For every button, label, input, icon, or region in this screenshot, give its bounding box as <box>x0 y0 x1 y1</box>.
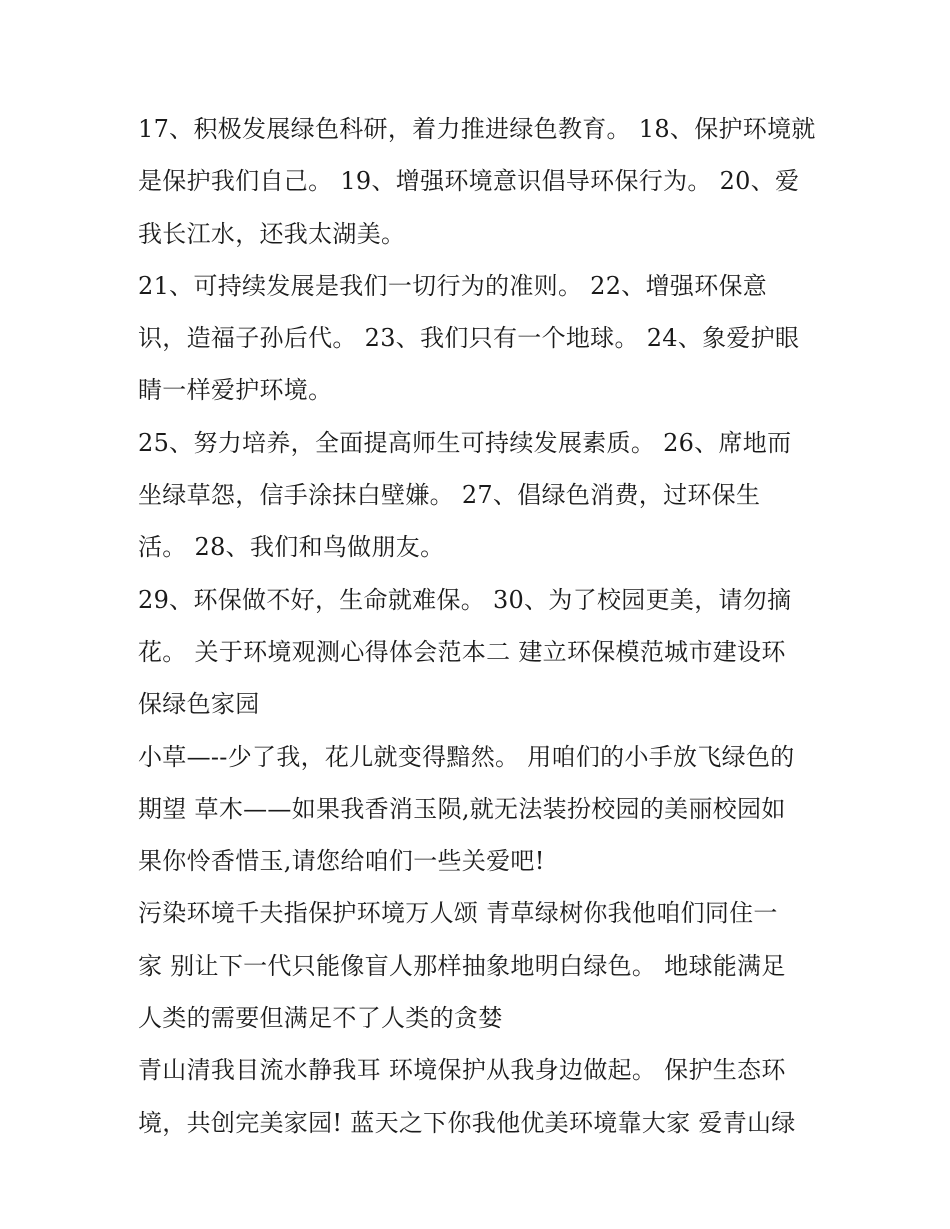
text-line: 25、努力培养，全面提高师生可持续发展素质。 26、席地而 <box>138 428 792 457</box>
text-line: 识，造福子孙后代。 23、我们只有一个地球。 24、象爱护眼 <box>138 324 800 353</box>
paragraph-slogans-29-30 <box>138 574 818 731</box>
text-line: 污染环境千夫指保护环境万人颂 青草绿树你我他咱们同住一 <box>138 899 778 928</box>
paragraph-green-hills <box>138 1044 818 1149</box>
document-body <box>138 103 818 1149</box>
text-line: 果你怜香惜玉,请您给咱们一些关爱吧! <box>138 847 545 876</box>
text-line: 21、可持续发展是我们一切行为的准则。 22、增强环保意 <box>138 271 768 300</box>
text-line: 睛一样爱护环境。 <box>138 376 333 405</box>
text-line: 我长江水，还我太湖美。 <box>138 219 406 248</box>
paragraph-grass <box>138 731 818 888</box>
text-line: 期望 草木——如果我香消玉陨,就无法装扮校园的美丽校园如 <box>138 794 786 823</box>
text-line: 花。 关于环境观测心得体会范本二 建立环保模范城市建设环 <box>138 637 786 666</box>
text-line: 活。 28、我们和鸟做朋友。 <box>138 533 445 562</box>
text-line: 小草—--少了我，花儿就变得黯然。 用咱们的小手放飞绿色的 <box>138 742 795 771</box>
paragraph-pollution <box>138 887 818 1044</box>
text-line: 人类的需要但满足不了人类的贪婪 <box>138 1004 503 1033</box>
text-line: 家 别让下一代只能像盲人那样抽象地明白绿色。 地球能满足 <box>138 951 786 980</box>
text-line: 坐绿草怨，信手涂抹白壁嫌。 27、倡绿色消费，过环保生 <box>138 481 761 510</box>
text-line: 境，共创完美家园! 蓝天之下你我他优美环境靠大家 爱青山绿 <box>138 1108 796 1137</box>
text-line: 是保护我们自己。 19、增强环境意识倡导环保行为。 20、爱 <box>138 167 800 196</box>
paragraph-slogans-21-24 <box>138 260 818 417</box>
paragraph-slogans-17-20 <box>138 103 818 260</box>
text-line: 青山清我目流水静我耳 环境保护从我身边做起。 保护生态环 <box>138 1056 786 1085</box>
paragraph-slogans-25-28 <box>138 417 818 574</box>
text-line: 17、积极发展绿色科研，着力推进绿色教育。 18、保护环境就 <box>138 115 816 143</box>
text-line: 保绿色家园 <box>138 690 260 719</box>
text-line: 29、环保做不好，生命就难保。 30、为了校园更美，请勿摘 <box>138 585 792 614</box>
